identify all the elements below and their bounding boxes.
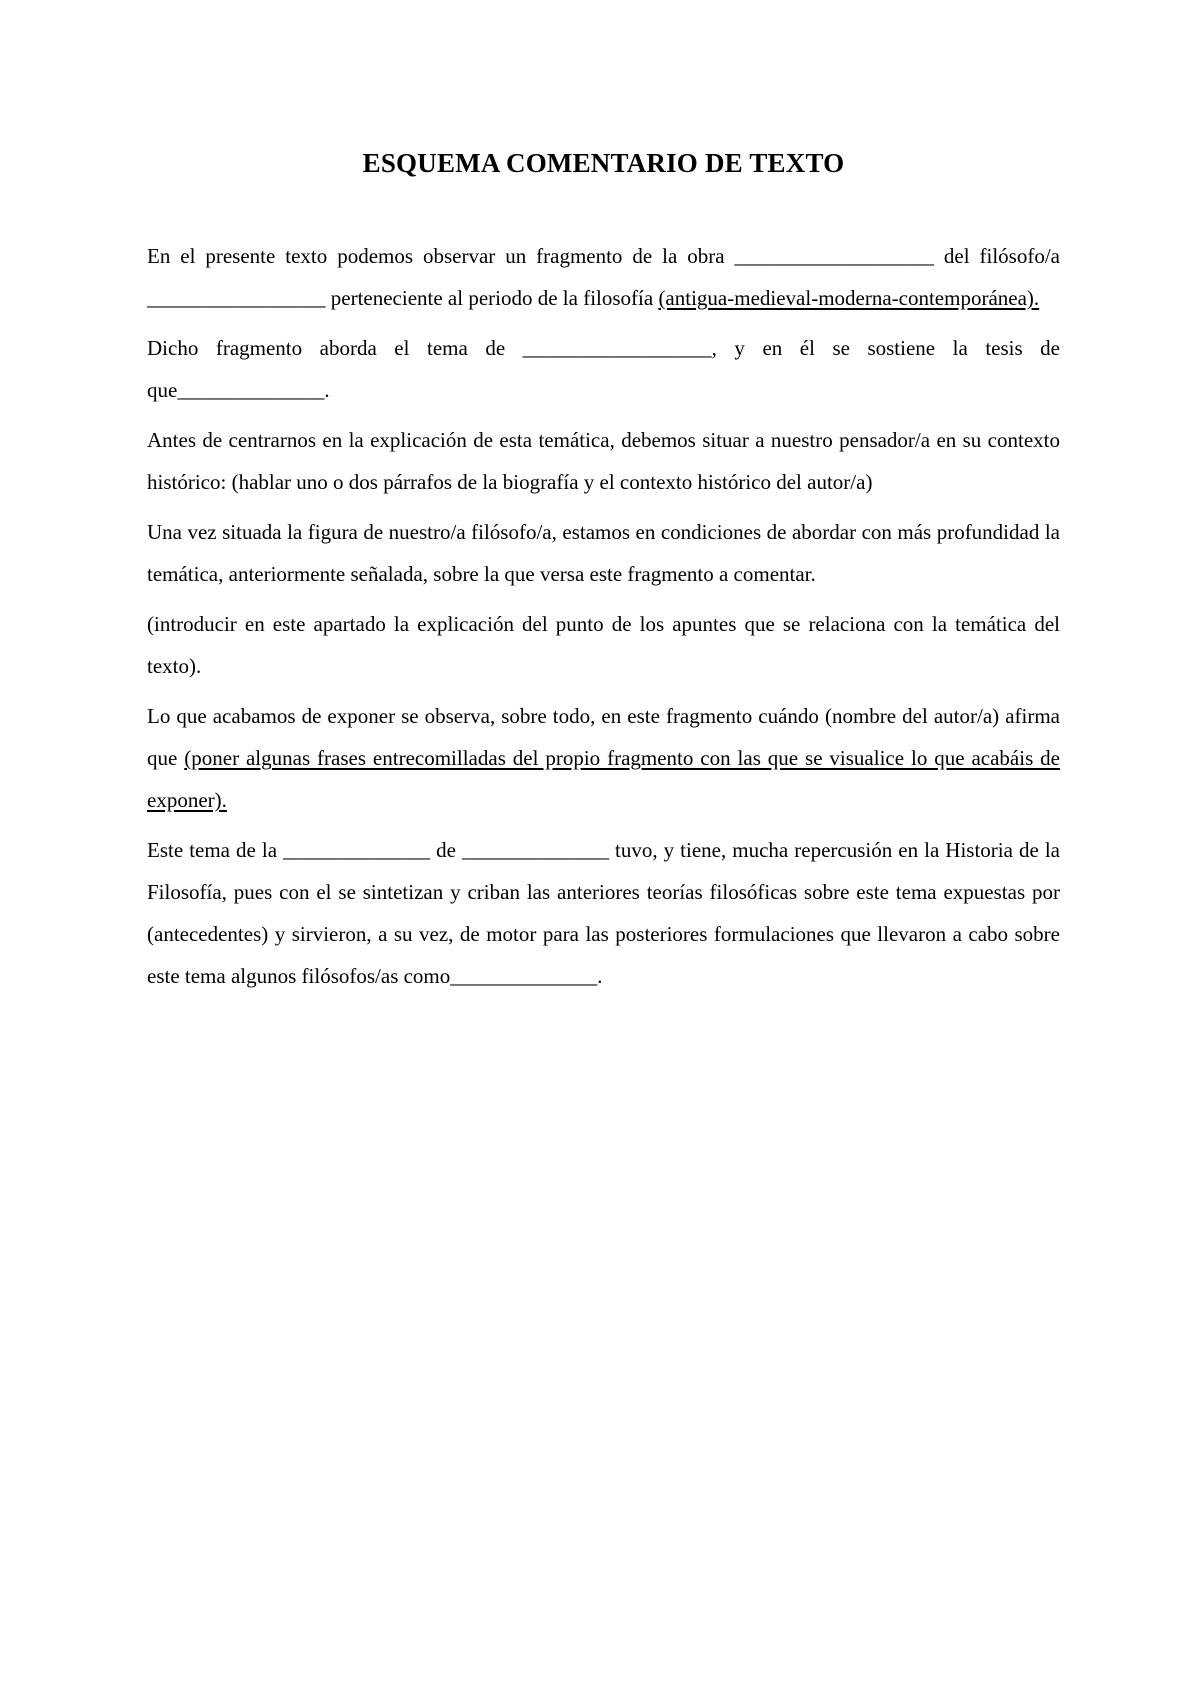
paragraph-context: Antes de centrarnos en la explicación de esta temática, debemos situar a nuestro pensador/a en su contexto histórico: (hablar uno o dos párrafos de la biografía y el contexto histórico del autor/a) <box>147 428 1060 494</box>
paragraph-intro <box>147 235 1060 319</box>
paragraph-quotes-text: Lo que acabamos de exponer se observa, sobre todo, en este fragmento cuándo (nombre del autor/a) afirma que <box>147 704 1060 770</box>
paragraph-instructions: (introducir en este apartado la explicación del punto de los apuntes que se relaciona con la temática del texto). <box>147 612 1060 678</box>
paragraph-intro-underlined: (antigua-medieval-moderna-contemporánea). <box>658 286 1040 310</box>
paragraph-quotes <box>147 695 1060 821</box>
paragraph-intro-text: En el presente texto podemos observar un fragmento de la obra ___________________ del filósofo/a _________________ perteneciente al periodo de la filosofía <box>147 244 1060 310</box>
paragraph-repercussion: Este tema de la ______________ de ______________ tuvo, y tiene, mucha repercusión en la Historia de la Filosofía, pues con el se sintetizan y criban las anteriores teorías filosóficas sobre este tema expuestas por (antecedentes) y sirvieron, a su vez, de motor para las posteriores formulaciones que llevaron a cabo sobre este tema algunos filósofos/as como______________. <box>147 838 1060 988</box>
page-title: ESQUEMA COMENTARIO DE TEXTO <box>362 148 845 178</box>
paragraph-quotes-underlined: (poner algunas frases entrecomilladas del propio fragmento con las que se visualice lo que acabáis de exponer). <box>147 746 1060 812</box>
paragraph-theme: Dicho fragmento aborda el tema de __________________, y en él se sostiene la tesis de que______________. <box>147 336 1060 402</box>
paragraph-depth: Una vez situada la figura de nuestro/a filósofo/a, estamos en condiciones de abordar con más profundidad la temática, anteriormente señalada, sobre la que versa este fragmento a comentar. <box>147 520 1060 586</box>
